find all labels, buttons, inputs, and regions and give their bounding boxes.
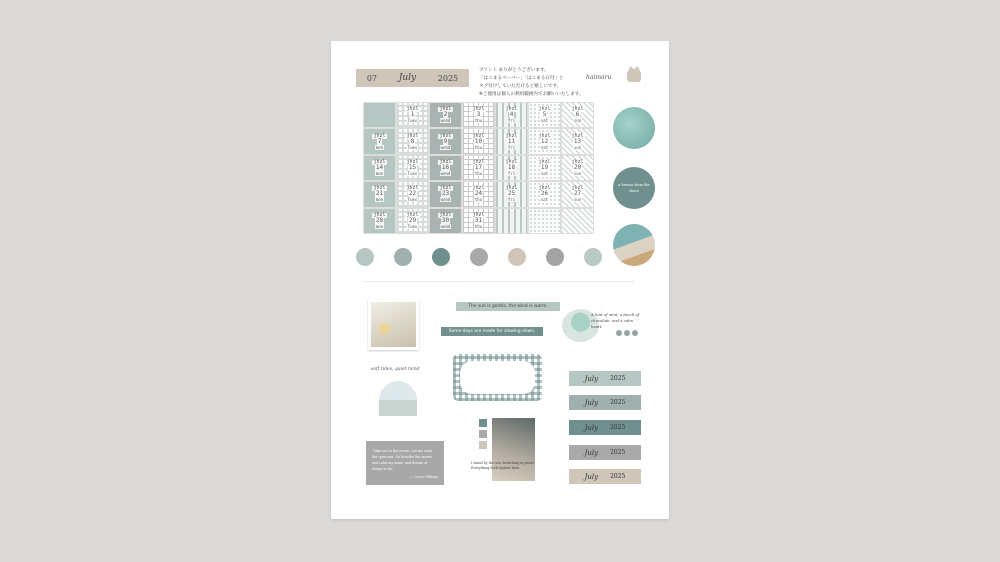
calendar-cell [363, 102, 396, 128]
calendar-weekday: thu [474, 170, 483, 176]
header-month: July [398, 73, 417, 83]
month-label-year: 2025 [610, 473, 626, 480]
color-square [479, 441, 487, 449]
calendar-day: 28 [375, 216, 384, 224]
calendar-day: 5 [542, 111, 547, 119]
calendar-cell-code: jhzl [373, 132, 386, 139]
calendar-cell-code: jhzl [538, 132, 551, 139]
calendar-cell [429, 128, 462, 154]
calendar-cell [495, 155, 528, 181]
calendar-day: 4 [509, 111, 514, 119]
dot-trio [616, 330, 638, 336]
calendar-cell-code: jhzl [472, 158, 485, 165]
month-label-year: 2025 [610, 399, 626, 406]
month-label [569, 395, 641, 410]
calendar-day: 15 [408, 163, 417, 171]
calendar-cell-code: jhzl [406, 106, 419, 113]
calendar-cell [561, 208, 594, 234]
month-label-month: July [584, 423, 599, 432]
sea-quote: I stand by the sea, breathing in peace. Everything feels lighter here. [471, 461, 536, 470]
month-label [569, 445, 641, 460]
calendar-cell [396, 128, 429, 154]
calendar-cell-code: jhzl [571, 158, 584, 165]
calendar-weekday: Tues [407, 170, 418, 176]
calendar-cell [528, 181, 561, 207]
calendar-cell-code: jhzl [538, 185, 551, 192]
calendar-cell-code: jhzl [538, 158, 551, 165]
calendar-weekday: sun [573, 118, 582, 124]
bottles-photo [492, 418, 535, 481]
calendar-weekday: mon [375, 197, 384, 203]
calendar-cell-code: jhzl [439, 132, 452, 139]
calendar-weekday: mon [375, 223, 384, 229]
breeze-text: a breeze from the shore [618, 183, 650, 193]
calendar-day: 21 [375, 190, 384, 198]
calendar-weekday: sat [540, 144, 549, 150]
calendar-cell [462, 181, 495, 207]
calendar-day: 24 [474, 190, 483, 198]
calendar-day: 26 [540, 190, 549, 198]
calendar-day: 19 [540, 163, 549, 171]
calendar-weekday: Tues [407, 144, 418, 150]
calendar-cell [495, 181, 528, 207]
month-label [569, 371, 641, 386]
calendar-cell [363, 208, 396, 234]
header-year: 2025 [437, 73, 459, 83]
calendar-cell-code: jhzl [505, 185, 518, 192]
palette-circle [584, 248, 602, 266]
calendar-cell [561, 102, 594, 128]
calendar-cell-code: jhzl [472, 185, 485, 192]
calendar-weekday: mon [375, 170, 384, 176]
calendar-weekday: wend [440, 144, 451, 150]
calendar-day: 12 [540, 137, 549, 145]
calendar-cell [561, 128, 594, 154]
calendar-weekday: sun [573, 197, 582, 203]
palette-circle [470, 248, 488, 266]
palette-circle [394, 248, 412, 266]
palette-circle [546, 248, 564, 266]
calendar-cell [429, 102, 462, 128]
calendar-day: 18 [507, 163, 516, 171]
calendar-cell-code: jhzl [472, 106, 485, 113]
palette-circle [508, 248, 526, 266]
calendar-day: 6 [575, 111, 580, 119]
calendar-cell-code: jhzl [505, 158, 518, 165]
calendar-weekday: Tues [407, 118, 418, 124]
calendar-cell-code: jhzl [439, 158, 452, 165]
calendar-cell [396, 181, 429, 207]
calendar-cell-code: jhzl [505, 106, 518, 113]
calendar-day: 16 [441, 163, 450, 171]
calendar-weekday: thu [474, 144, 483, 150]
calendar-cell [495, 102, 528, 128]
calendar-weekday: fri [507, 144, 516, 150]
calendar-cell-code: jhzl [538, 106, 551, 113]
calendar-weekday: sun [573, 170, 582, 176]
header-month-num: 07 [366, 73, 378, 83]
calendar-cell-code: jhzl [439, 211, 452, 218]
calendar-day: 29 [408, 216, 417, 224]
calendar-cell [363, 155, 396, 181]
calendar-cell [462, 102, 495, 128]
calendar-cell-code: jhzl [406, 211, 419, 218]
beach-circle [613, 224, 655, 266]
calendar-cell-code: jhzl [373, 185, 386, 192]
calendar-weekday: mon [375, 144, 384, 150]
calendar-weekday: thu [474, 118, 483, 124]
calendar-cell [528, 128, 561, 154]
month-label-month: July [584, 448, 599, 457]
calendar-cell-code: jhzl [439, 106, 452, 113]
sun-label: The sun is gentle, the wind is warm. [456, 302, 560, 311]
calendar-weekday: fri [507, 118, 516, 124]
calendar-day: 20 [573, 163, 582, 171]
calendar-cell-code: jhzl [406, 185, 419, 192]
calendar-cell-code: jhzl [472, 132, 485, 139]
calendar-cell-code: jhzl [571, 185, 584, 192]
calendar-day: 10 [474, 137, 483, 145]
month-label-month: July [584, 472, 599, 481]
calendar-cell-code: jhzl [571, 132, 584, 139]
calendar-cell [462, 208, 495, 234]
calendar-cell [528, 208, 561, 234]
color-square [479, 419, 487, 427]
sticker-sheet [331, 41, 669, 519]
calendar-cell [495, 128, 528, 154]
calendar-day: 23 [441, 190, 450, 198]
calendar-weekday: fri [507, 197, 516, 203]
calendar-weekday: sat [540, 170, 549, 176]
ocean-quote-text: "Take me to the ocean. Let me soak the open sea. Go breathe the waves and calm my mind, and dream of things to be." [372, 449, 432, 471]
palette-circle [356, 248, 374, 266]
month-label-year: 2025 [610, 375, 626, 382]
sea-water-circle [613, 107, 655, 149]
calendar-cell [495, 208, 528, 234]
calendar-cell-code: jhzl [571, 106, 584, 113]
calendar-cell-code: jhzl [472, 211, 485, 218]
calendar-day: 1 [410, 111, 415, 119]
calendar-grid [363, 102, 594, 234]
calendar-day: 13 [573, 137, 582, 145]
arch-caption: soft tides, quiet mind [371, 367, 420, 372]
ocean-quote-author: — Cecco Shlings [410, 475, 438, 479]
calendar-day: 14 [375, 163, 384, 171]
calendar-day: 3 [476, 111, 481, 119]
calendar-day: 31 [474, 216, 483, 224]
calendar-day: 2 [443, 111, 448, 119]
calendar-weekday: fri [507, 170, 516, 176]
calendar-cell-code: jhzl [439, 185, 452, 192]
signature: haimaru [586, 74, 612, 81]
note-line: タグ付けしていただけると嬉しいです。 [479, 84, 562, 89]
month-label [569, 420, 641, 435]
note-line: 「はこまるペーパー」「はこまる日付」と [479, 76, 564, 81]
beach-arch-photo [379, 381, 417, 416]
calendar-weekday: thu [474, 223, 483, 229]
palette-circle [432, 248, 450, 266]
calendar-day: 8 [410, 137, 415, 145]
color-square [479, 430, 487, 438]
calendar-cell [429, 208, 462, 234]
note-line: プリント ありがとうございます。 [479, 68, 549, 73]
lemon-drink-photo [368, 299, 419, 350]
calendar-cell [396, 102, 429, 128]
calendar-day: 11 [507, 137, 516, 145]
divider [363, 281, 634, 282]
month-label [569, 469, 641, 484]
calendar-cell-code: jhzl [406, 132, 419, 139]
calendar-cell [462, 128, 495, 154]
month-label-year: 2025 [610, 424, 626, 431]
calendar-day: 7 [377, 137, 382, 145]
note-line: ※ご使用は個人の利用範囲内でお願いいたします。 [479, 92, 584, 97]
calendar-day: 27 [573, 190, 582, 198]
thank-you-note [479, 67, 599, 99]
calendar-day: 22 [408, 190, 417, 198]
header-date-bar [356, 69, 469, 87]
calendar-weekday: wend [440, 118, 451, 124]
color-palette [356, 248, 602, 266]
slow-label: Some days are made for slowing down. [441, 327, 543, 336]
cat-icon [627, 69, 641, 82]
calendar-weekday: wend [440, 197, 451, 203]
month-label-month: July [584, 374, 599, 383]
calendar-weekday: Tues [407, 223, 418, 229]
month-label-year: 2025 [610, 449, 626, 456]
calendar-cell-code: jhzl [406, 158, 419, 165]
breeze-circle [613, 167, 655, 209]
ocean-quote-box [366, 441, 444, 485]
calendar-cell [363, 181, 396, 207]
calendar-cell [363, 128, 396, 154]
calendar-cell [396, 155, 429, 181]
calendar-cell [396, 208, 429, 234]
calendar-cell [561, 181, 594, 207]
calendar-cell-code: jhzl [373, 211, 386, 218]
calendar-day: 9 [443, 137, 448, 145]
calendar-day: 17 [474, 163, 483, 171]
calendar-cell [528, 155, 561, 181]
calendar-cell [429, 181, 462, 207]
calendar-weekday: sun [573, 144, 582, 150]
calendar-day: 30 [441, 216, 450, 224]
icecream-quote: A hint of mint, a touch of chocolate, and a calm heart. [591, 312, 640, 329]
calendar-weekday: wend [440, 223, 451, 229]
calendar-day: 25 [507, 190, 516, 198]
gingham-frame-inner [460, 361, 535, 394]
calendar-cell [528, 102, 561, 128]
calendar-cell-code: jhzl [505, 132, 518, 139]
month-label-month: July [584, 398, 599, 407]
calendar-weekday: thu [474, 197, 483, 203]
calendar-cell [462, 155, 495, 181]
calendar-weekday: sat [540, 118, 549, 124]
calendar-cell [561, 155, 594, 181]
calendar-cell-code: jhzl [373, 158, 386, 165]
calendar-cell [429, 155, 462, 181]
calendar-weekday: Tues [407, 197, 418, 203]
calendar-weekday: sat [540, 197, 549, 203]
calendar-weekday: wend [440, 170, 451, 176]
